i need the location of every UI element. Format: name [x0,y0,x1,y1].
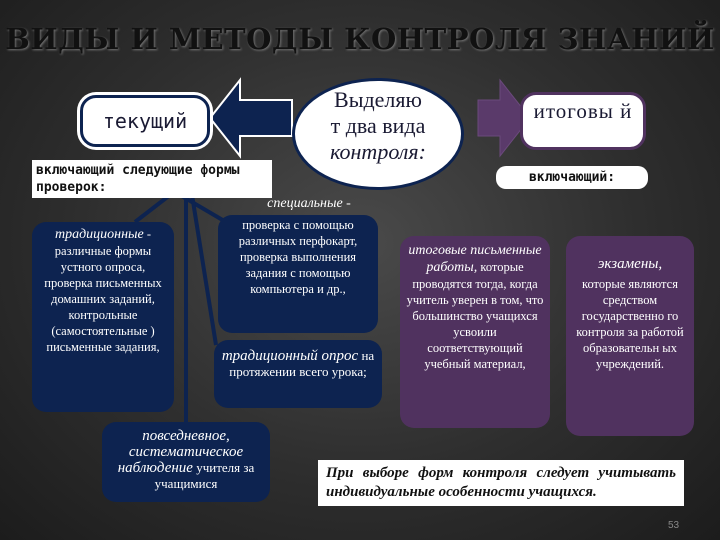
traditional-body: - различные формы устного опроса, проверка письменных домашних заданий, контрольные (самостоятельные ) письменные задания, [44,227,162,354]
note-text: При выборе форм контроля следует учитывать индивидуальные особенности учащихся. [326,465,676,500]
daily-box [102,422,270,502]
final-label-box [520,92,646,150]
opros-body: на протяжении всего урока; [229,348,375,379]
current-label: текущий [102,109,188,133]
traditional-box [32,222,174,412]
daily-body: учителя за учащимися [154,460,255,491]
special-body: проверка с помощью различных перфокарт, проверка выполнения задания с помощью компьютера и др., [238,218,358,296]
note-box [318,460,684,506]
current-label-box [80,95,210,147]
special-head: специальные - [267,196,351,211]
center-line-1: Выделяю [334,87,422,112]
slide-title: ВИДЫ И МЕТОДЫ КОНТРОЛЯ ЗНАНИЙ [5,22,715,56]
written-works-box [400,236,550,428]
exams-box [566,236,694,436]
current-includes-label: включающий следующие формы проверок: [32,160,272,198]
opros-box [214,340,382,408]
left-arrow-icon [210,80,292,156]
center-line-2: т два вида [330,113,426,138]
special-box [218,215,378,333]
page-number: 53 [668,520,680,531]
final-includes-label: включающий: [496,166,648,189]
final-label: итоговы й [533,99,633,123]
exams-head: экзамены, [597,256,663,272]
opros-head: традиционный опрос [221,348,359,364]
traditional-head: традиционные [54,227,144,242]
center-oval [292,78,464,190]
exams-body: которые являются средством государственно го контроля за работой образовательн ых учреждений. [576,277,684,371]
connector-opros [192,195,216,345]
daily-head: повседневное, систематическое наблюдение [117,428,244,476]
center-line-3: контроля: [330,139,426,164]
written-head: итоговые письменные работы, [408,243,542,275]
connector-traditional [135,195,170,222]
written-body: которые проводятся тогда, когда учитель уверен в том, что большинство учащихся усвоили соответствующий учебный материал, [406,260,544,371]
